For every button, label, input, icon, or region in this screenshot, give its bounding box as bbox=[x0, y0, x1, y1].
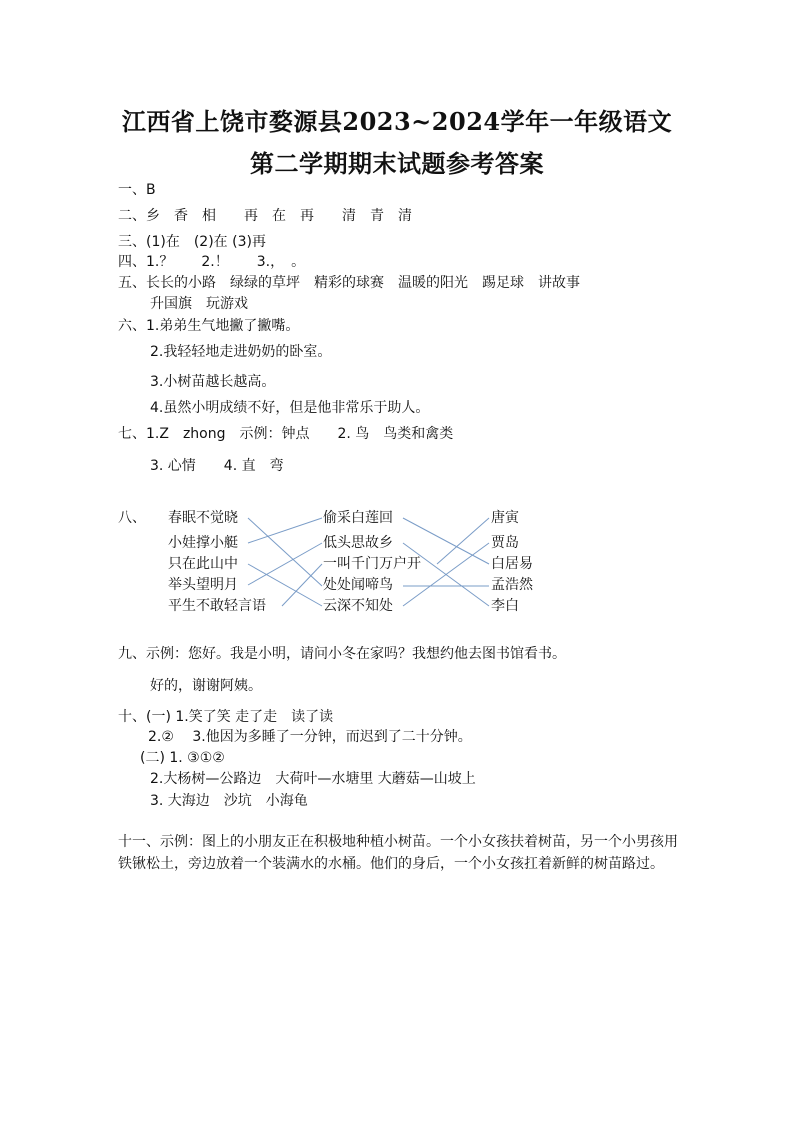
answer-4: 四、1.？ 2.！ 3.， 。 bbox=[118, 254, 306, 270]
poem-line-left: 小娃撑小艇 bbox=[168, 535, 238, 551]
answer-3: 三、(1)在 (2)在 (3)再 bbox=[118, 234, 266, 250]
answer-7-line-1: 七、1.Z zhong 示例：钟点 2. 鸟 鸟类和禽类 bbox=[118, 426, 454, 442]
answer-6-item-1: 六、1.弟弟生气地撇了撇嘴。 bbox=[118, 318, 300, 334]
match-line bbox=[437, 518, 489, 564]
answer-8-label: 八、 bbox=[118, 510, 146, 526]
poem-line-right: 处处闻啼鸟 bbox=[323, 577, 393, 593]
poet-name: 白居易 bbox=[491, 556, 533, 572]
answer-6-item-4: 4.虽然小明成绩不好，但是他非常乐于助人。 bbox=[150, 400, 430, 416]
match-line bbox=[248, 518, 322, 543]
match-line bbox=[248, 518, 322, 586]
answer-6-item-3: 3.小树苗越长越高。 bbox=[150, 374, 276, 390]
poem-line-left: 只在此山中 bbox=[168, 556, 238, 572]
answer-10-part-2-item-1: (二) 1. ③①② bbox=[140, 750, 225, 766]
answer-7-line-2: 3. 心情 4. 直 弯 bbox=[150, 458, 284, 474]
answer-10-part-1-item-2: 2.② 3.他因为多睡了一分钟，而迟到了二十分钟。 bbox=[148, 729, 472, 745]
poem-line-left: 春眠不觉晓 bbox=[168, 510, 238, 526]
document-title-line-2: 第二学期期末试题参考答案 bbox=[250, 149, 544, 178]
answer-10-part-1-item-1: 十、(一) 1.笑了笑 走了走 读了读 bbox=[118, 709, 334, 725]
poem-line-right: 云深不知处 bbox=[323, 598, 393, 614]
poem-line-right: 偷采白莲回 bbox=[323, 510, 393, 526]
match-line bbox=[282, 564, 322, 606]
answer-9-line-1: 九、示例：您好。我是小明，请问小冬在家吗？我想约他去图书馆看书。 bbox=[118, 646, 566, 662]
answer-11: 十一、示例：图上的小朋友正在积极地种植小树苗。一个小女孩扶着树苗，另一个小男孩用铁锹松土，旁边放着一个装满水的水桶。他们的身后，一个小女孩扛着新鲜的树苗路过。 bbox=[118, 834, 678, 872]
answer-6-item-2: 2.我轻轻地走进奶奶的卧室。 bbox=[150, 344, 332, 360]
poet-name: 孟浩然 bbox=[491, 577, 533, 593]
document-title-line-1: 江西省上饶市婺源县2023~2024学年一年级语文 bbox=[121, 107, 673, 136]
poet-name: 唐寅 bbox=[491, 510, 519, 526]
answer-5-line-2: 升国旗 玩游戏 bbox=[150, 296, 248, 312]
match-line bbox=[248, 543, 322, 585]
match-line bbox=[403, 543, 489, 606]
match-line bbox=[403, 543, 489, 606]
answer-10-part-2-item-3: 3. 大海边 沙坑 小海龟 bbox=[150, 793, 308, 809]
poet-name: 李白 bbox=[491, 598, 519, 614]
poem-line-right: 低头思故乡 bbox=[323, 535, 393, 551]
answer-2: 二、乡 香 相 再 在 再 清 青 清 bbox=[118, 208, 412, 224]
poem-line-right: 一叫千门万户开 bbox=[323, 556, 421, 572]
poem-line-left: 平生不敢轻言语 bbox=[168, 598, 266, 614]
answer-1: 一、B bbox=[118, 182, 156, 198]
poem-line-left: 举头望明月 bbox=[168, 577, 238, 593]
answer-9-line-2: 好的，谢谢阿姨。 bbox=[150, 678, 262, 694]
answer-10-part-2-item-2: 2.大杨树—公路边 大荷叶—水塘里 大蘑菇—山坡上 bbox=[150, 771, 476, 787]
poet-name: 贾岛 bbox=[491, 535, 519, 551]
answer-5-line-1: 五、长长的小路 绿绿的草坪 精彩的球赛 温暖的阳光 踢足球 讲故事 bbox=[118, 275, 580, 291]
